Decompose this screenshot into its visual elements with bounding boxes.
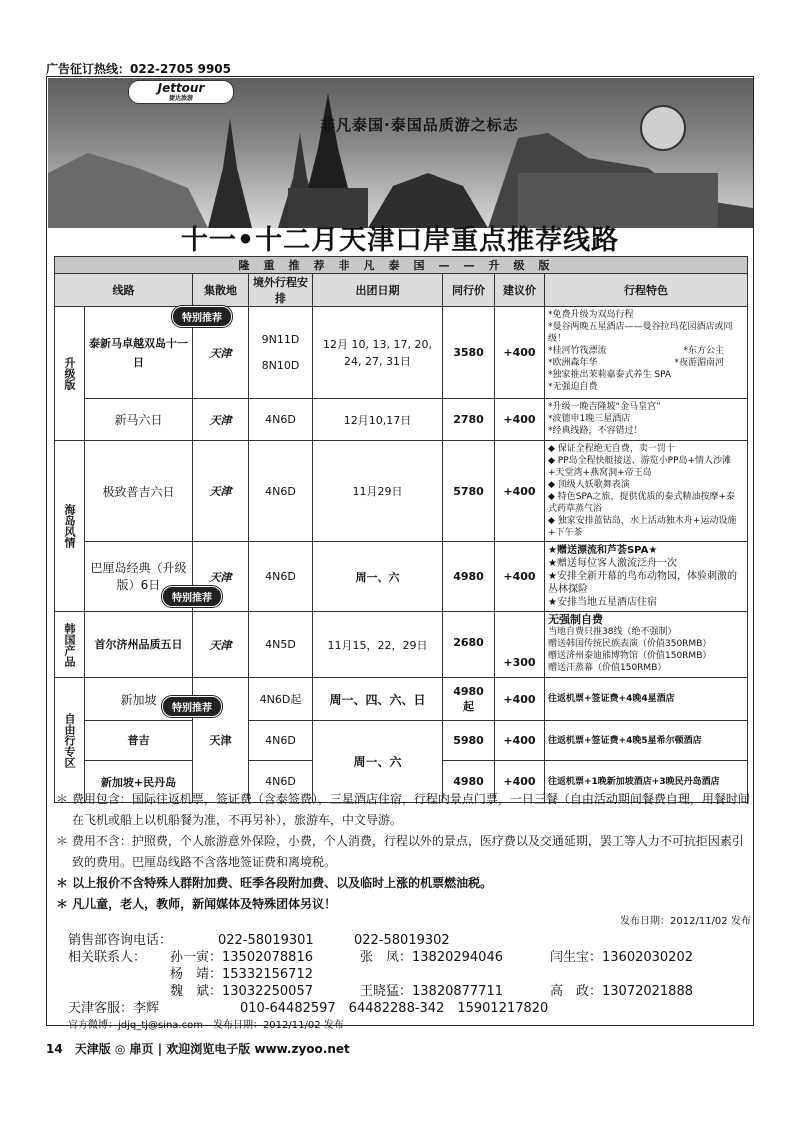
col-route: 线路 xyxy=(55,274,193,307)
departure-dates: 12月10,17日 xyxy=(313,399,443,441)
schedule: 4N6D xyxy=(249,721,313,761)
feature-line: ◆ 特色SPA之旅，提供优质的泰式精油按摩+泰式药草蒸气浴 xyxy=(548,492,736,514)
schedule: 4N6D xyxy=(249,542,313,612)
table-row xyxy=(55,721,748,761)
departure-dates: 周一、六 xyxy=(313,542,443,612)
feature-line: 当地自费只推38线（绝不强制） xyxy=(548,627,677,637)
table-row xyxy=(55,307,748,399)
schedule: 4N5D xyxy=(249,612,313,678)
suggest-price: +300 xyxy=(495,612,545,678)
feature-line: ◆ PP岛全程快艇接送、游览小PP岛+情人沙滩+天堂湾+燕窝洞+帝王岛 xyxy=(548,456,732,478)
col-peer-price: 同行价 xyxy=(443,274,495,307)
feature-line: 赠送韩国传统民族表演（价值350RMB） xyxy=(548,639,712,649)
peer-price: 4980 xyxy=(443,542,495,612)
contact-person: 闫生宝：13602030202 xyxy=(550,950,693,965)
peer-price: 5780 xyxy=(443,441,495,542)
features: 往返机票+签证费+4晚5星希尔顿酒店 xyxy=(545,721,748,761)
schedule: 4N6D起 xyxy=(249,678,313,721)
feature-line: *无强迫自费 xyxy=(548,382,598,392)
table-row xyxy=(55,399,748,441)
featured-badge: 特别推荐 xyxy=(162,696,222,717)
route-name: 新加坡 xyxy=(85,678,193,721)
departure-dates: 11月29日 xyxy=(313,441,443,542)
schedule xyxy=(249,307,313,399)
feature-line: ★赠送漂流和芦荟SPA★ xyxy=(548,545,658,556)
contact-person: 王晓猛：13820877711 xyxy=(360,984,503,999)
feature-line: ★安排全新开幕的鸟布动物园，体验刺激的丛林探险 xyxy=(548,571,737,595)
features xyxy=(545,399,748,441)
contact-person: 孙一寅：13502078816 xyxy=(170,950,313,965)
contact-person: 杨 靖：15332156712 xyxy=(170,967,313,982)
emblem-icon xyxy=(640,105,686,151)
peer-price: 2780 xyxy=(443,399,495,441)
feature-line: 赠送汗蒸幕（价值150RMB） xyxy=(548,663,667,673)
col-features: 行程特色 xyxy=(545,274,748,307)
schedule: 4N6D xyxy=(249,761,313,803)
banner-slogan: 非凡泰国·泰国品质游之标志 xyxy=(320,116,519,134)
features xyxy=(545,441,748,542)
feature-line: ★赠送每位客人激流泛舟一次 xyxy=(548,558,677,569)
featured-badge: 特别推荐 xyxy=(162,586,222,607)
region-upgrade: 升级版 xyxy=(55,307,85,441)
peer-price-suffix: 起 xyxy=(463,699,474,713)
suggest-price: +400 xyxy=(495,542,545,612)
route-name: 泰新马卓越双岛十一日 xyxy=(85,307,193,399)
route-name: 巴厘岛经典（升级版）6日 xyxy=(85,542,193,612)
depart-city: 天津 xyxy=(193,612,249,678)
region-free-travel: 自由行专区 xyxy=(55,678,85,803)
peer-price: 5980 xyxy=(443,721,495,761)
col-dates: 出团日期 xyxy=(313,274,443,307)
features: 往返机票+1晚新加坡酒店+3晚民丹岛酒店 xyxy=(545,761,748,803)
jettour-logo xyxy=(128,80,234,104)
feature-line: *升级一晚吉隆坡“金马皇宫” xyxy=(548,402,661,412)
departure-dates: 12月 10, 13, 17, 20, 24, 27, 31日 xyxy=(313,307,443,399)
col-suggest-price: 建议价 xyxy=(495,274,545,307)
suggest-price: +400 xyxy=(495,307,545,399)
peer-price: 2680 xyxy=(443,612,495,678)
feature-line: ◆ 独家安排蓝钻岛，水上活动独木舟+运动设施+下午茶 xyxy=(548,516,737,538)
contact-person: 高 政：13072021888 xyxy=(550,984,693,999)
logo-text: Jettour xyxy=(157,81,205,95)
feature-line: 赠送济州泰迪熊博物馆（价值150RMB） xyxy=(548,651,712,661)
route-name: 首尔济州品质五日 xyxy=(85,612,193,678)
feature-line: *曼谷两晚五星酒店——曼谷拉玛花园酒店或同级！ xyxy=(548,322,733,344)
region-island: 海岛风情 xyxy=(55,441,85,612)
people-label: 相关联系人： xyxy=(68,950,147,965)
peer-price: 4980 xyxy=(443,761,495,803)
peer-price: 3580 xyxy=(443,307,495,399)
feature-line: *独家推出茉莉嘉泰式养生 SPA xyxy=(548,370,672,380)
feature-line: *夜游湄南河 xyxy=(674,358,724,368)
feature-line: *波德申1晚三星酒店 xyxy=(548,414,631,424)
route-name: 新加坡+民丹岛 xyxy=(85,761,193,803)
service-phones: 010-64482597 64482288-342 15901217820 xyxy=(240,1001,549,1016)
contact-person: 魏 斌：13032250057 xyxy=(170,984,313,999)
col-schedule: 境外行程安排 xyxy=(249,274,313,307)
schedule: 4N6D xyxy=(249,441,313,542)
sales-phone: 022-58019302 xyxy=(354,933,450,948)
departure-dates: 11月15，22，29日 xyxy=(313,612,443,678)
features: 往返机票+签证费+4晚4星酒店 xyxy=(545,678,748,721)
notes xyxy=(56,789,750,915)
feature-line: 无强制自费 xyxy=(548,613,603,626)
featured-badge: 特别推荐 xyxy=(172,306,232,327)
service-label: 天津客服：李辉 xyxy=(68,1001,160,1016)
ad-hotline: 广告征订热线：022-2705 9905 xyxy=(46,62,232,76)
table-row xyxy=(55,441,748,542)
note-line: ＊ 费用不含：护照费，个人旅游意外保险，小费，个人消费，行程以外的景点，医疗费以及交通延期，罢工等人力不可抗拒因素引致的费用。巴厘岛线路不含落地签证费和离境税。 xyxy=(56,834,744,869)
sales-phone: 022-58019301 xyxy=(218,933,314,948)
feature-line: *桂河竹筏漂流 xyxy=(548,346,607,356)
suggest-price: +400 xyxy=(495,761,545,803)
schedule-b: 8N10D xyxy=(261,359,300,372)
departure-dates: 周一、六 xyxy=(313,721,443,803)
col-depart: 集散地 xyxy=(193,274,249,307)
schedule: 4N6D xyxy=(249,399,313,441)
features xyxy=(545,542,748,612)
peer-price-value: 4980 xyxy=(453,684,484,698)
depart-city: 天津 xyxy=(193,441,249,542)
publish-date: 发布日期：2012/11/02 发布 xyxy=(620,916,751,927)
route-name: 极致普吉六日 xyxy=(85,441,193,542)
departure-dates: 周一、四、六、日 xyxy=(313,678,443,721)
feature-line: ★安排当地五星酒店住宿 xyxy=(548,597,657,608)
route-name: 普吉 xyxy=(85,721,193,761)
region-korea: 韩国产品 xyxy=(55,612,85,678)
routes-table xyxy=(54,256,748,803)
depart-city: 天津 xyxy=(193,542,249,612)
page-footer: 14 天津版 ◎ 扉页 | 欢迎浏览电子版 www.zyoo.net xyxy=(46,1042,350,1056)
feature-line: *东方公主 xyxy=(683,346,724,356)
note-line: ＊ 以上报价不含特殊人群附加费、旺季各段附加费、以及临时上涨的机票燃油税。 xyxy=(56,876,493,890)
depart-city: 天津 xyxy=(193,399,249,441)
sub-header: 隆重推荐非凡泰国——升级版 xyxy=(55,257,748,274)
weibo-line: 官方微博：jdjq_tj@sina.com 发布日期：2012/11/02 发布 xyxy=(68,1020,344,1031)
depart-city: 天津 xyxy=(193,678,249,803)
suggest-price: +400 xyxy=(495,399,545,441)
suggest-price: +400 xyxy=(495,678,545,721)
features xyxy=(545,307,748,399)
headline: 十一•十二月天津口岸重点推荐线路 xyxy=(180,225,620,256)
sales-label: 销售部咨询电话： xyxy=(68,933,173,948)
feature-line: ◆ 保证全程绝无自费，卖一罚十 xyxy=(548,444,675,454)
features xyxy=(545,612,748,678)
suggest-price: +400 xyxy=(495,441,545,542)
table-row xyxy=(55,678,748,721)
feature-line: *欧洲森年华 xyxy=(548,358,598,368)
logo-subtext: 捷达旅游 xyxy=(168,95,193,102)
table-row xyxy=(55,612,748,678)
depart-city: 天津 xyxy=(193,307,249,399)
suggest-price: +400 xyxy=(495,721,545,761)
note-line: ＊ 费用包含：国际往返机票，签证费（含泰签费），三星酒店住宿，行程内景点门票，一日三餐（自由活动期间餐费自理，用餐时间在飞机或船上以机船餐为准，不再另补），旅游车，中文导游。 xyxy=(56,792,750,827)
feature-line: *经典线路，不容错过！ xyxy=(548,426,643,436)
feature-line: ◆ 顶级人妖歌舞表演 xyxy=(548,480,630,490)
table-row xyxy=(55,542,748,612)
note-line: ＊ 凡儿童，老人，教师，新闻媒体及特殊团体另议！ xyxy=(56,897,337,911)
feature-line: *免费升级为双岛行程 xyxy=(548,310,634,320)
peer-price xyxy=(443,678,495,721)
route-name: 新马六日 xyxy=(85,399,193,441)
contact-person: 张 凤：13820294046 xyxy=(360,950,503,965)
schedule-a: 9N11D xyxy=(261,333,300,346)
contact-block xyxy=(68,932,748,1034)
